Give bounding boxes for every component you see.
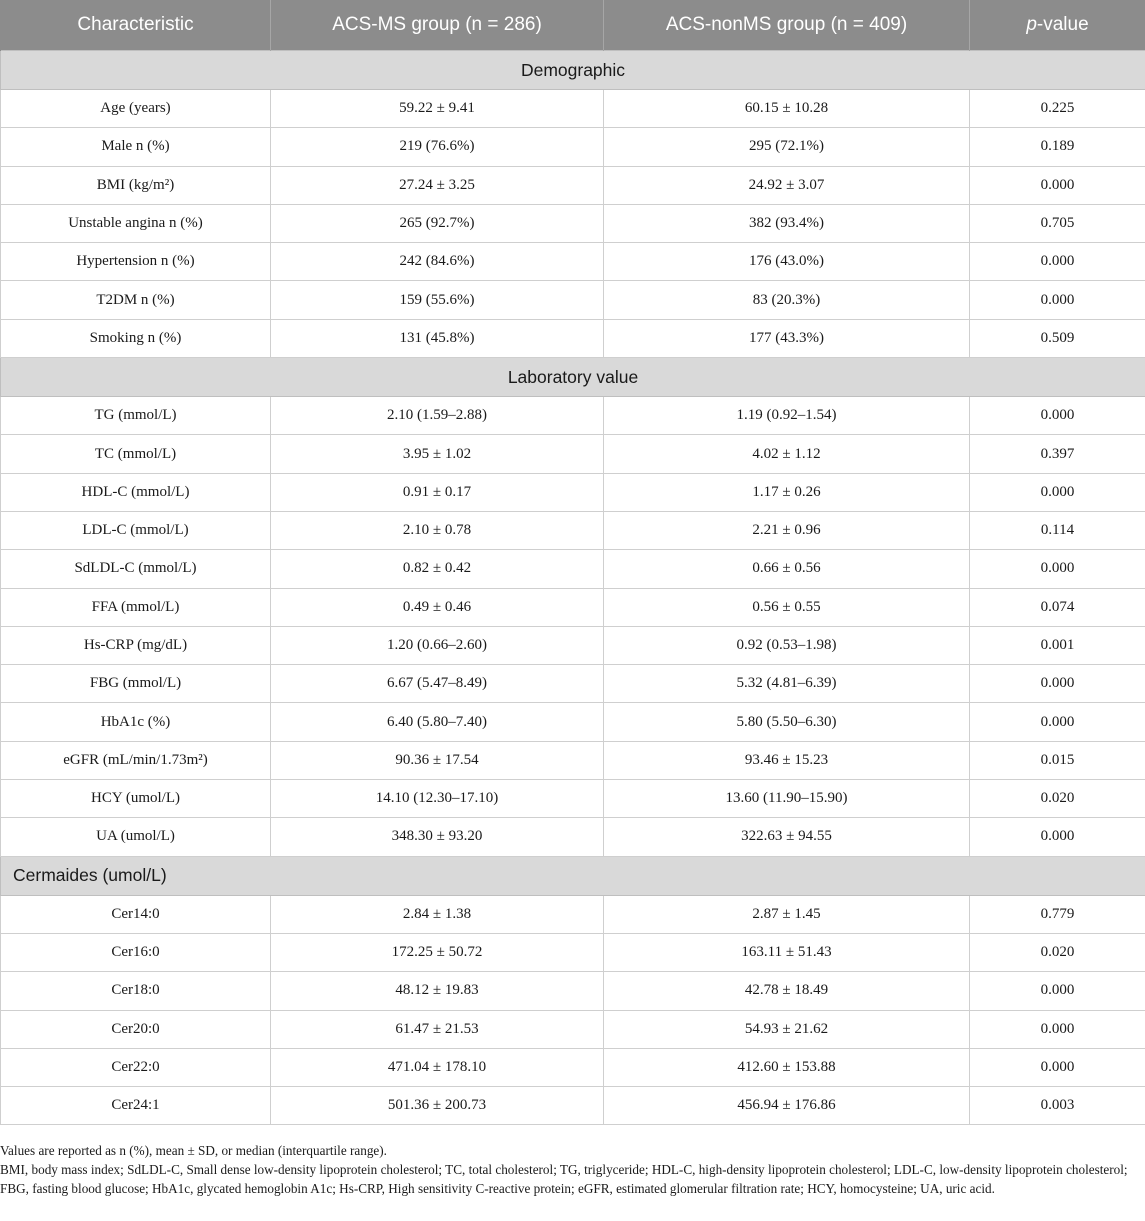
- cell-acs-nonms-value: 0.92 (0.53–1.98): [604, 626, 970, 664]
- table-row: [1, 435, 1145, 473]
- table-row: [1, 397, 1145, 435]
- cell-acs-ms-value: 265 (92.7%): [271, 204, 604, 242]
- cell-characteristic: Age (years): [1, 90, 271, 128]
- cell-acs-ms-value: 2.10 ± 0.78: [271, 511, 604, 549]
- cell-acs-ms-value: 348.30 ± 93.20: [271, 818, 604, 856]
- table-body: [1, 51, 1145, 1125]
- header-p-value: [970, 0, 1145, 51]
- cell-p-value: 0.000: [970, 166, 1145, 204]
- cell-p-value: 0.000: [970, 818, 1145, 856]
- cell-characteristic: Cer24:1: [1, 1087, 271, 1125]
- header-p-rest: -value: [1036, 14, 1089, 35]
- table-footnotes: [0, 1141, 1140, 1199]
- table-row: [1, 933, 1145, 971]
- cell-acs-ms-value: 242 (84.6%): [271, 243, 604, 281]
- cell-acs-ms-value: 1.20 (0.66–2.60): [271, 626, 604, 664]
- cell-acs-nonms-value: 295 (72.1%): [604, 128, 970, 166]
- header-acs-ms-group: ACS-MS group (n = 286): [271, 0, 604, 51]
- section-row: [1, 358, 1145, 397]
- cell-characteristic: FFA (mmol/L): [1, 588, 271, 626]
- cell-p-value: 0.000: [970, 1048, 1145, 1086]
- table-row: [1, 473, 1145, 511]
- cell-characteristic: TG (mmol/L): [1, 397, 271, 435]
- cell-characteristic: Unstable angina n (%): [1, 204, 271, 242]
- table-row: [1, 204, 1145, 242]
- cell-p-value: 0.015: [970, 741, 1145, 779]
- cell-characteristic: Hypertension n (%): [1, 243, 271, 281]
- cell-p-value: 0.001: [970, 626, 1145, 664]
- header-p-italic: p: [1026, 14, 1037, 35]
- cell-p-value: 0.225: [970, 90, 1145, 128]
- cell-acs-nonms-value: 60.15 ± 10.28: [604, 90, 970, 128]
- cell-acs-ms-value: 172.25 ± 50.72: [271, 933, 604, 971]
- cell-characteristic: FBG (mmol/L): [1, 665, 271, 703]
- cell-characteristic: Cer20:0: [1, 1010, 271, 1048]
- cell-p-value: 0.509: [970, 319, 1145, 357]
- cell-characteristic: Cer18:0: [1, 972, 271, 1010]
- cell-acs-ms-value: 0.91 ± 0.17: [271, 473, 604, 511]
- cell-acs-ms-value: 6.67 (5.47–8.49): [271, 665, 604, 703]
- cell-acs-ms-value: 0.82 ± 0.42: [271, 550, 604, 588]
- cell-acs-nonms-value: 83 (20.3%): [604, 281, 970, 319]
- cell-acs-ms-value: 6.40 (5.80–7.40): [271, 703, 604, 741]
- cell-characteristic: BMI (kg/m²): [1, 166, 271, 204]
- cell-p-value: 0.000: [970, 972, 1145, 1010]
- cell-acs-ms-value: 131 (45.8%): [271, 319, 604, 357]
- cell-characteristic: eGFR (mL/min/1.73m²): [1, 741, 271, 779]
- cell-acs-nonms-value: 177 (43.3%): [604, 319, 970, 357]
- header-acs-nonms-group: ACS-nonMS group (n = 409): [604, 0, 970, 51]
- cell-acs-ms-value: 59.22 ± 9.41: [271, 90, 604, 128]
- cell-acs-nonms-value: 176 (43.0%): [604, 243, 970, 281]
- table-row: [1, 626, 1145, 664]
- cell-characteristic: T2DM n (%): [1, 281, 271, 319]
- footnote-abbreviations: BMI, body mass index; SdLDL-C, Small dense low-density lipoprotein cholesterol; TC, total cholesterol; TG, triglyceride; HDL-C, high-density lipoprotein cholesterol; LDL-C, low-density lipoprotein cholesterol; FBG, fasting blood glucose; HbA1c, glycated hemoglobin A1c; Hs-CRP, High sensitivity C-reactive protein; eGFR, estimated glomerular filtration rate; HCY, homocysteine; UA, uric acid.: [0, 1162, 1128, 1197]
- header-characteristic: Characteristic: [1, 0, 271, 51]
- table-row: [1, 703, 1145, 741]
- cell-p-value: 0.020: [970, 933, 1145, 971]
- cell-acs-nonms-value: 2.21 ± 0.96: [604, 511, 970, 549]
- table-row: [1, 780, 1145, 818]
- cell-acs-nonms-value: 163.11 ± 51.43: [604, 933, 970, 971]
- cell-acs-ms-value: 14.10 (12.30–17.10): [271, 780, 604, 818]
- cell-characteristic: Hs-CRP (mg/dL): [1, 626, 271, 664]
- table-row: [1, 90, 1145, 128]
- cell-p-value: 0.000: [970, 550, 1145, 588]
- cell-p-value: 0.003: [970, 1087, 1145, 1125]
- cell-acs-ms-value: 90.36 ± 17.54: [271, 741, 604, 779]
- cell-p-value: 0.114: [970, 511, 1145, 549]
- table-row: [1, 1087, 1145, 1125]
- cell-p-value: 0.020: [970, 780, 1145, 818]
- cell-p-value: 0.000: [970, 281, 1145, 319]
- table-row: [1, 818, 1145, 856]
- cell-p-value: 0.397: [970, 435, 1145, 473]
- cell-p-value: 0.000: [970, 703, 1145, 741]
- cell-acs-ms-value: 61.47 ± 21.53: [271, 1010, 604, 1048]
- cell-characteristic: Smoking n (%): [1, 319, 271, 357]
- cell-p-value: 0.000: [970, 473, 1145, 511]
- cell-acs-nonms-value: 24.92 ± 3.07: [604, 166, 970, 204]
- section-title: Laboratory value: [1, 358, 1145, 397]
- cell-characteristic: Male n (%): [1, 128, 271, 166]
- cell-acs-ms-value: 501.36 ± 200.73: [271, 1087, 604, 1125]
- section-title: Cermaides (umol/L): [1, 856, 1145, 895]
- cell-characteristic: Cer14:0: [1, 895, 271, 933]
- cell-acs-nonms-value: 13.60 (11.90–15.90): [604, 780, 970, 818]
- footnote-values-reported: Values are reported as n (%), mean ± SD, or median (interquartile range).: [0, 1143, 387, 1158]
- table-row: [1, 319, 1145, 357]
- cell-acs-ms-value: 3.95 ± 1.02: [271, 435, 604, 473]
- cell-acs-ms-value: 27.24 ± 3.25: [271, 166, 604, 204]
- cell-characteristic: TC (mmol/L): [1, 435, 271, 473]
- cell-p-value: 0.000: [970, 665, 1145, 703]
- table-row: [1, 550, 1145, 588]
- cell-acs-nonms-value: 5.80 (5.50–6.30): [604, 703, 970, 741]
- table-row: [1, 166, 1145, 204]
- table-row: [1, 588, 1145, 626]
- section-row: [1, 51, 1145, 90]
- cell-acs-ms-value: 48.12 ± 19.83: [271, 972, 604, 1010]
- cell-characteristic: Cer22:0: [1, 1048, 271, 1086]
- cell-acs-nonms-value: 456.94 ± 176.86: [604, 1087, 970, 1125]
- cell-acs-nonms-value: 1.17 ± 0.26: [604, 473, 970, 511]
- table-row: [1, 972, 1145, 1010]
- cell-characteristic: UA (umol/L): [1, 818, 271, 856]
- cell-acs-nonms-value: 2.87 ± 1.45: [604, 895, 970, 933]
- cell-acs-ms-value: 471.04 ± 178.10: [271, 1048, 604, 1086]
- cell-acs-nonms-value: 54.93 ± 21.62: [604, 1010, 970, 1048]
- cell-acs-nonms-value: 93.46 ± 15.23: [604, 741, 970, 779]
- cell-acs-nonms-value: 5.32 (4.81–6.39): [604, 665, 970, 703]
- section-row: [1, 856, 1145, 895]
- cell-p-value: 0.000: [970, 243, 1145, 281]
- cell-acs-nonms-value: 42.78 ± 18.49: [604, 972, 970, 1010]
- cell-acs-nonms-value: 382 (93.4%): [604, 204, 970, 242]
- cell-acs-nonms-value: 322.63 ± 94.55: [604, 818, 970, 856]
- cell-characteristic: HDL-C (mmol/L): [1, 473, 271, 511]
- cell-acs-ms-value: 219 (76.6%): [271, 128, 604, 166]
- cell-p-value: 0.189: [970, 128, 1145, 166]
- cell-p-value: 0.779: [970, 895, 1145, 933]
- table-row: [1, 1010, 1145, 1048]
- cell-acs-nonms-value: 0.56 ± 0.55: [604, 588, 970, 626]
- cell-p-value: 0.000: [970, 1010, 1145, 1048]
- cell-characteristic: HbA1c (%): [1, 703, 271, 741]
- table-row: [1, 665, 1145, 703]
- cell-acs-nonms-value: 0.66 ± 0.56: [604, 550, 970, 588]
- cell-acs-nonms-value: 4.02 ± 1.12: [604, 435, 970, 473]
- cell-acs-nonms-value: 412.60 ± 153.88: [604, 1048, 970, 1086]
- cell-characteristic: LDL-C (mmol/L): [1, 511, 271, 549]
- cell-p-value: 0.074: [970, 588, 1145, 626]
- table-row: [1, 281, 1145, 319]
- cell-p-value: 0.000: [970, 397, 1145, 435]
- cell-acs-ms-value: 0.49 ± 0.46: [271, 588, 604, 626]
- cell-characteristic: SdLDL-C (mmol/L): [1, 550, 271, 588]
- table-header: [1, 0, 1145, 51]
- cell-characteristic: HCY (umol/L): [1, 780, 271, 818]
- cell-acs-ms-value: 2.10 (1.59–2.88): [271, 397, 604, 435]
- cell-acs-nonms-value: 1.19 (0.92–1.54): [604, 397, 970, 435]
- section-title: Demographic: [1, 51, 1145, 90]
- table-row: [1, 1048, 1145, 1086]
- cell-characteristic: Cer16:0: [1, 933, 271, 971]
- header-row: [1, 0, 1145, 51]
- table-row: [1, 511, 1145, 549]
- cell-p-value: 0.705: [970, 204, 1145, 242]
- table-row: [1, 741, 1145, 779]
- table-row: [1, 243, 1145, 281]
- table-row: [1, 895, 1145, 933]
- cell-acs-ms-value: 2.84 ± 1.38: [271, 895, 604, 933]
- table-row: [1, 128, 1145, 166]
- cell-acs-ms-value: 159 (55.6%): [271, 281, 604, 319]
